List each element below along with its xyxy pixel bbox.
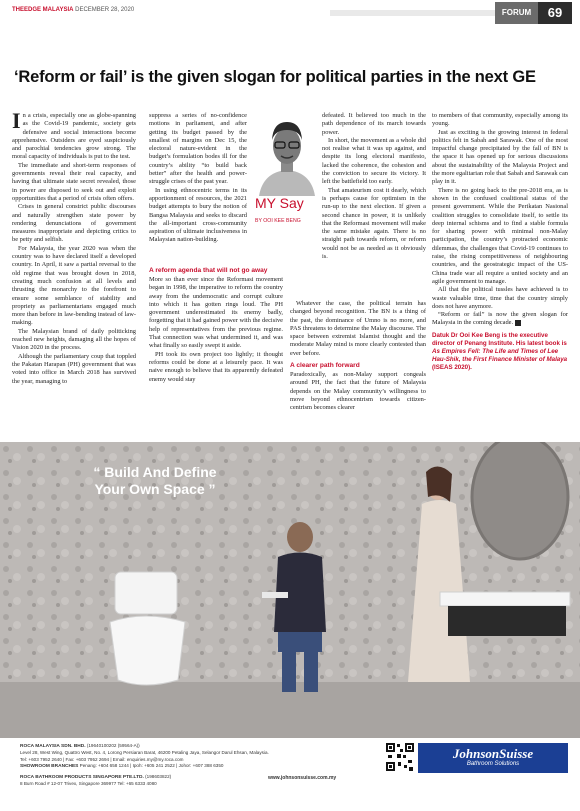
company-line xyxy=(20,774,300,781)
paragraph: For Malaysia, the year 2020 was when the country was to have declared itself a developed country. In April, it saw a partial reversal to the old regime that was brought down in 2018, creating much confusion at all levels and thrusting the monarchy to the forefront to ensure some semblance of stability and propriety as parliamentarians engaged much more than before in law-bending instead of law-making. xyxy=(12,244,136,327)
article-column-1 xyxy=(12,112,136,434)
header-rule xyxy=(330,10,495,16)
bio-text-end: (ISEAS 2020). xyxy=(432,363,472,371)
drop-cap: I xyxy=(12,112,21,133)
headline: ‘Reform or fail’ is the given slogan for political parties in the next GE xyxy=(14,68,536,86)
bio-text: Datuk Dr Ooi Kee Beng is the executive director of Penang Institute. His latest book is xyxy=(432,331,567,347)
paragraph: There is no going back to the pre-2018 era, as is shown in the confused coalitional status of the present government. While the Perikatan Nasional coalition struggles to consolidate itself, to settle its deep internal schisms and to find a stable formula for sharing power with minimal non-Malay participation, the country’s protracted economic dilemmas, the challenges that Covid-19 continues to raise, the rising competitiveness of neighbouring countries, and the geostrategic impact of the US-China trade war all require a united society and an agile government to manage. xyxy=(432,186,568,285)
paragraph xyxy=(432,311,568,328)
qr-code-icon xyxy=(385,742,415,772)
brand-logo xyxy=(418,743,568,773)
paragraph: Crises in general constrict public discourses and naturally strengthen state power by rendering denunciations of government measures inappropriate and depicting critics to be petty and selfish. xyxy=(12,203,136,244)
paragraph: n a crisis, especially one as globe-spanning as the Covid-19 pandemic, society gets defensive and social interactions become apprehensive. Outsiders are eyed suspiciously and parochial tendencies grow strong. The moral capacity of individuals is put to the test. xyxy=(12,112,136,161)
showroom-label: SHOWROOM BRANCHES xyxy=(20,764,79,770)
paragraph: to members of that community, especially among its young. xyxy=(432,112,568,128)
brand-tagline: Bathroom Solutions xyxy=(466,761,520,767)
article-column-3-top xyxy=(322,112,426,305)
paragraph: Paradoxically, as non-Malay support congeals around PH, the fact that the future of Malaysia depends on the Malay community’s willingness to move beyond ethnocentrism towards citizen-centrism becomes clearer xyxy=(290,371,426,412)
column-label: MY Say xyxy=(255,195,304,211)
publication-line xyxy=(12,7,134,13)
end-mark: E xyxy=(515,320,521,326)
showroom-text: Penang: +604 658 1244 | Ipoh: +605 241 2522 | Johor: +607 388 6350 xyxy=(79,763,224,769)
issue-date: DECEMBER 28, 2020 xyxy=(75,7,135,13)
company-contact: Tel: +603 7952 2640 | Fax: +603 7952 2694 | Email: enquiries.my@my.roca.com xyxy=(20,756,184,762)
company-name: ROCA BATHROOM PRODUCTS SINGAPORE PTE.LTD. xyxy=(20,774,144,780)
paragraph: In short, the movement as a whole did not realise what it was up against, and despite its long electoral manifesto, lacked the coherence, the cohesion and the conviction to secure its victory. It left the battlefield too early. xyxy=(322,136,426,186)
paragraph: All that the political tussles have achieved is to waste valuable time, time that the country simply does not have anymore. xyxy=(432,286,568,310)
article-column-4 xyxy=(432,112,568,434)
company-line xyxy=(20,743,300,750)
article-column-2 xyxy=(149,112,247,282)
ad-slogan-line: “ Build And Define xyxy=(93,464,217,480)
paragraph: Although the parliamentary coup that toppled the Pakatan Harapan (PH) government that was voted into office in March 2018 has survived the year, managing to xyxy=(12,352,136,385)
subheading: A reform agenda that will not go away xyxy=(149,267,268,274)
byline: BY OOI KEE BENG xyxy=(255,218,301,224)
bio-book-title: As Empires Fell: The Life and Times of Lee Hau-Shik, the First Finance Minister of Malaya xyxy=(432,347,568,363)
ad-slogan xyxy=(55,464,255,498)
company-reg: (19640100202 (59564-A)) xyxy=(86,743,140,748)
author-bio xyxy=(432,332,568,372)
company-address: 8 Burn Road # 12-07 Trivex, Singapore 369977 Tel: +65 6333 4080 xyxy=(20,781,157,787)
publication-name: THEEDGE MALAYSIA xyxy=(12,7,74,13)
company-address: Level 28, West Wing, Quattro West, No. 4, Lorong Persiaran Barat, 46200 Petaling Jaya, Selangor Darul Ehsan, Malaysia. xyxy=(20,750,269,756)
paragraph: The immediate and short-term responses of governments reveal their real capacity, and having that ultimate state secret revealed, those in power are disposed to seek out and exploit opportunities that a period of crisis often offers. xyxy=(12,161,136,202)
company-name: ROCA MALAYSIA SDN. BHD. xyxy=(20,744,86,749)
page-header xyxy=(0,0,580,26)
paragraph: suppress a series of no-confidence motions in parliament, and after getting its budget passed by the smallest of margins on Dec 15, the electoral nature-evident in the budget’s formulation bodes ill for the country’s ability “to build back better” after the health and power-struggle crises of the past year. xyxy=(149,112,247,186)
paragraph: Just as exciting is the growing interest in federal politics felt in Sabah and Sarawak. One of the most impactful change precipitated by the fall of BN is the space it has opened up for serious discussions about the sustainability of the Malaysia Project and the more egalitarian role that Sabah and Sarawak can play in it. xyxy=(432,128,568,186)
article-column-3-bottom xyxy=(290,300,426,434)
columnist-portrait xyxy=(255,112,319,196)
paragraph: In using ethnocentric terms in its apportionment of resources, the 2021 budget attempts to bury the notion of Bangsa Malaysia and seeks to discard the all-important cross-community aspiration of ultimate inclusiveness in Malaysian nation-building. xyxy=(149,186,247,244)
section-label: FORUM xyxy=(495,2,538,24)
paragraph: Whatever the case, the political terrain has changed beyond recognition. The BN is a thing of the past, the dominance of Umno is no more, and PAS threatens to determine the Malay discourse. The space between extremist Islamist thought and the moderate Malay mind is more clearly contested than ever before. xyxy=(290,300,426,357)
paragraph: defeated. It believed too much in the path dependence of its march towards power. xyxy=(322,112,426,136)
ad-contact-details xyxy=(20,743,300,787)
paragraph: The Malaysian brand of daily politicking reached new heights, damaging all the hopes of Vision 2020 in the process. xyxy=(12,327,136,352)
brand-name: JohnsonSuisse xyxy=(452,746,534,761)
ad-website: www.johnsonsuisse.com.my xyxy=(268,775,337,781)
article-column-2-wide xyxy=(149,263,283,434)
paragraph: PH took its own project too lightly; it thought reforms could be done at a leisurely pace. It was naive enough to believe that its apparently defeated enemy would stay xyxy=(149,350,283,383)
closing-line: “Reform or fail” is now the given slogan for Malaysia in the coming decade. xyxy=(432,311,568,327)
company-reg: (198603822) xyxy=(145,773,172,779)
paragraph: More so than ever since the Reformasi movement began in 1998, the imperative to reform the country away from the undemocratic and corrupt culture into which it has gotten rings loud. The PH government underestimated its enemy badly, forgetting that it had gained power with the decisive help of representatives from the previous regime. That connection was what undermined it, and was what finally so easily swept it aside. xyxy=(149,276,283,350)
showroom-line xyxy=(20,763,300,770)
ad-slogan-line: Your Own Space ” xyxy=(94,481,216,497)
subheading: A clearer path forward xyxy=(290,362,360,370)
page-number: 69 xyxy=(538,2,572,24)
paragraph: That amateurism cost it dearly, which is perhaps cause for optimism in the run-up to the next election. If given a second chance in power, it is unlikely that the Reformasi movement will make the same mistake again. There is no straight path towards reform, or reform would not be as needed as it obviously is. xyxy=(322,186,426,261)
